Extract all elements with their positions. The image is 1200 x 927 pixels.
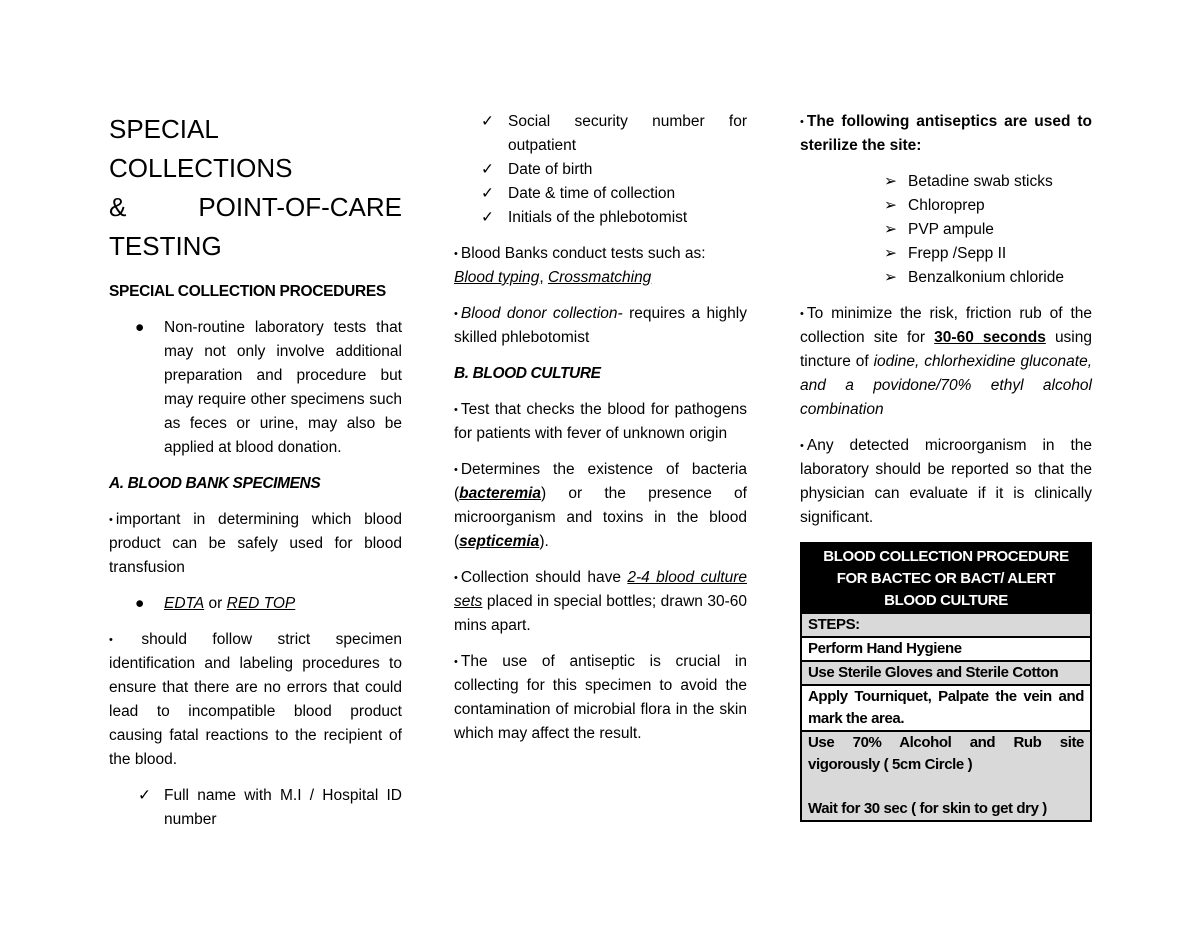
title-line-1: SPECIAL COLLECTIONS xyxy=(109,114,293,183)
procedure-table-title: BLOOD COLLECTION PROCEDURE FOR BACTEC OR BACT/ ALERT BLOOD CULTURE xyxy=(802,544,1090,612)
column-2 xyxy=(454,110,747,758)
section-a-heading: A. BLOOD BANK SPECIMENS xyxy=(109,475,321,492)
arrow-bullet-icon: ➢ xyxy=(884,173,897,190)
column-1 xyxy=(109,110,402,844)
list-item: ✓ Date & time of collection xyxy=(454,182,747,206)
small-bullet-icon: • xyxy=(800,308,804,320)
intro-text: Non-routine laboratory tests that may not only involve additional preparation and procedure but may require other specimens such as feces or urine, may also be applied at blood donation. xyxy=(164,319,402,456)
small-bullet-icon: • xyxy=(454,656,458,668)
tube-list xyxy=(109,592,402,616)
intro-list xyxy=(109,316,402,460)
small-bullet-icon: • xyxy=(454,248,458,260)
antiseptic-list xyxy=(800,170,1092,290)
section-subtitle: SPECIAL COLLECTION PROCEDURES xyxy=(109,283,386,300)
bacteremia-text: bacteremia xyxy=(459,485,542,502)
step-row: Apply Tourniquet, Palpate the vein and mark the area. xyxy=(802,684,1090,730)
id-checklist xyxy=(109,784,402,832)
arrow-bullet-icon: ➢ xyxy=(884,221,897,238)
small-bullet-icon: • xyxy=(454,572,458,584)
step-row: Use Sterile Gloves and Sterile Cotton xyxy=(802,660,1090,684)
column-3 xyxy=(800,110,1092,822)
checkmark-icon: ✓ xyxy=(481,113,494,130)
title-line-3: TESTING xyxy=(109,231,222,261)
list-item: ➢ Betadine swab sticks xyxy=(800,170,1092,194)
list-item: ➢ PVP ampule xyxy=(800,218,1092,242)
list-item xyxy=(109,316,402,460)
paragraph-detected: • Any detected microorganism in the laboratory should be reported so that the physician can evaluate if it is clinically significant. xyxy=(800,437,1092,526)
step-row: Perform Hand Hygiene xyxy=(802,636,1090,660)
bullet-dot-icon: ● xyxy=(135,319,145,336)
paragraph-test: • Test that checks the blood for pathogens for patients with fever of unknown origin xyxy=(454,401,747,442)
edta-text: EDTA xyxy=(164,595,205,612)
paragraph-antiseptic-use: • The use of antiseptic is crucial in collecting for this specimen to avoid the contamination of microbial flora in the skin which may affect the result. xyxy=(454,653,747,742)
step-row: Use 70% Alcohol and Rub site vigorously ( 5cm Circle ) Wait for 30 sec ( for skin to get dry ) xyxy=(802,730,1090,820)
list-item: ➢ Benzalkonium chloride xyxy=(800,266,1092,290)
arrow-bullet-icon: ➢ xyxy=(884,197,897,214)
id-checklist-continued xyxy=(454,110,747,230)
paragraph-blood-banks: • Blood Banks conduct tests such as: Blood typing, Crossmatching xyxy=(454,245,706,286)
list-item: ➢ Chloroprep xyxy=(800,194,1092,218)
bullet-dot-icon: ● xyxy=(135,595,145,612)
small-bullet-icon: • xyxy=(109,634,113,646)
list-item: ✓ Date of birth xyxy=(454,158,747,182)
small-bullet-icon: • xyxy=(800,116,804,128)
procedure-table xyxy=(800,542,1092,822)
arrow-bullet-icon: ➢ xyxy=(884,245,897,262)
checkmark-icon: ✓ xyxy=(481,161,494,178)
list-item: ✓ Initials of the phlebotomist xyxy=(454,206,747,230)
list-item: ✓ Social security number for outpatient xyxy=(454,110,747,158)
antiseptics-heading: • The following antiseptics are used to sterilize the site: xyxy=(800,113,1092,154)
checkmark-icon: ✓ xyxy=(481,185,494,202)
small-bullet-icon: • xyxy=(454,464,458,476)
small-bullet-icon: • xyxy=(800,440,804,452)
antiseptic-combination-text: iodine, chlorhexidine gluconate, and a povidone/70% ethyl alcohol combination xyxy=(800,353,1092,418)
crossmatching-text: Crossmatching xyxy=(547,269,652,286)
paragraph-importance: • important in determining which blood product can be safely used for blood transfusion xyxy=(109,511,402,576)
septicemia-text: septicemia xyxy=(459,533,540,550)
list-item: ● EDTA or RED TOP xyxy=(109,592,402,616)
page-title xyxy=(109,110,402,266)
checkmark-icon: ✓ xyxy=(138,787,151,804)
steps-label: STEPS: xyxy=(802,612,1090,636)
small-bullet-icon: • xyxy=(454,308,458,320)
small-bullet-icon: • xyxy=(109,514,113,526)
paragraph-determines: • Determines the existence of bacteria (bacteremia) or the presence of microorganism and toxins in the blood (septicemia). xyxy=(454,461,747,550)
section-b-heading: B. BLOOD CULTURE xyxy=(454,365,601,382)
paragraph-collection: • Collection should have 2-4 blood culture sets placed in special bottles; drawn 30-60 mins apart. xyxy=(454,569,747,634)
small-bullet-icon: • xyxy=(454,404,458,416)
red-top-text: RED TOP xyxy=(226,595,296,612)
list-item: ➢ Frepp /Sepp II xyxy=(800,242,1092,266)
arrow-bullet-icon: ➢ xyxy=(884,269,897,286)
blood-typing-text: Blood typing xyxy=(454,269,540,286)
title-line-2: & POINT-OF-CARE xyxy=(109,192,402,222)
paragraph-labeling: • should follow strict specimen identification and labeling procedures to ensure that there are no errors that could lead to incompatible blood product causing fatal reactions to the recipient of the blood. xyxy=(109,631,402,768)
paragraph-minimize: • To minimize the risk, friction rub of the collection site for 30-60 seconds using tincture of iodine, chlorhexidine gluconate, and a povidone/70% ethyl alcohol combination xyxy=(800,305,1092,418)
list-item: ✓ Full name with M.I / Hospital ID number xyxy=(109,784,402,832)
paragraph-donor: • Blood donor collection- requires a highly skilled phlebotomist xyxy=(454,305,747,346)
seconds-text: 30-60 seconds xyxy=(934,329,1046,346)
culture-sets-text: 2-4 blood culture sets xyxy=(454,569,747,610)
checkmark-icon: ✓ xyxy=(481,209,494,226)
